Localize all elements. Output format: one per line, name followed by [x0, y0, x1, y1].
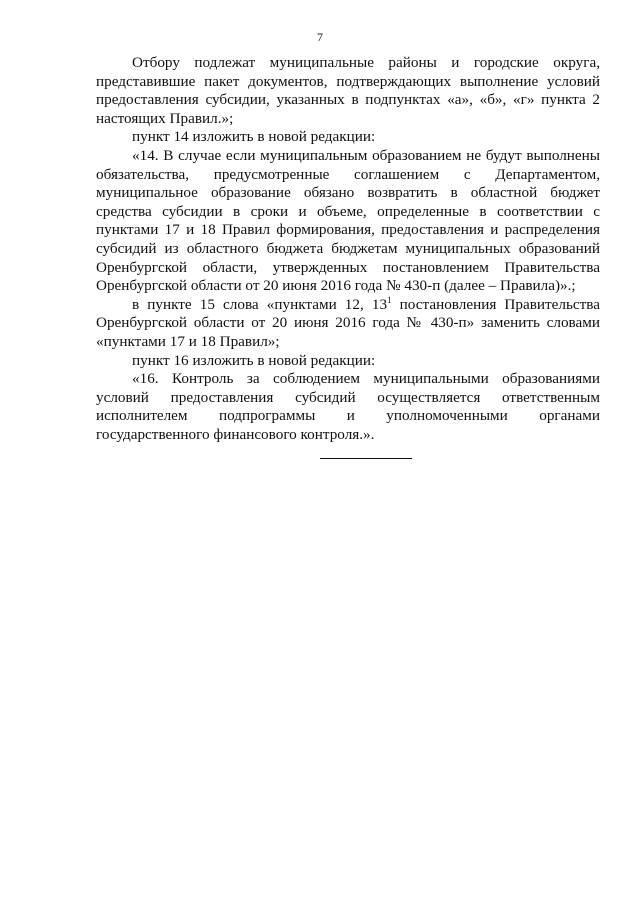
paragraph-point-15-text	[96, 296, 600, 352]
paragraph-point-16-text: «16. Контроль за соблюдением муниципальными образованиями условий предоставления субсидий осуществляется ответственным исполнителем подпрограммы и уполномоченными органами государственного финансового контроля.».	[96, 370, 600, 443]
page-number: 7	[317, 30, 323, 44]
point-15-text-before: в пункте 15 слова «пунктами 12, 13	[132, 295, 388, 313]
point-15-text-after: постановления Правительства Оренбургской области от 20 июня 2016 года № 430-п» заменить словами «пунктами 17 и 18 Правил»;	[96, 295, 600, 350]
document-body	[96, 54, 600, 444]
paragraph-point-14-intro: пункт 14 изложить в новой редакции:	[132, 128, 376, 146]
closing-separator-line	[320, 458, 412, 459]
paragraph-point-16-intro: пункт 16 изложить в новой редакции:	[132, 351, 376, 369]
paragraph-selection-criteria: Отбору подлежат муниципальные районы и городские округа, представившие пакет документов, подтверждающих выполнение условий предоставления субсидии, указанных в подпунктах «а», «б», «г» пункта 2 настоящих Правил.»;	[96, 54, 600, 127]
paragraph-point-14-text: «14. В случае если муниципальным образованием не будут выполнены обязательства, предусмотренные соглашением с Департаментом, муниципальное образование обязано возвратить в областной бюджет средства субсидии в сроки и объеме, определенные в соответствии с пунктами 17 и 18 Правил формирования, предоставления и распределения субсидий из областного бюджета бюджетам муниципальных образований Оренбургской области, утвержденных постановлением Правительства Оренбургской области от 20 июня 2016 года № 430-п (далее – Правила)».;	[96, 146, 600, 295]
point-15-superscript: 1	[387, 294, 392, 305]
